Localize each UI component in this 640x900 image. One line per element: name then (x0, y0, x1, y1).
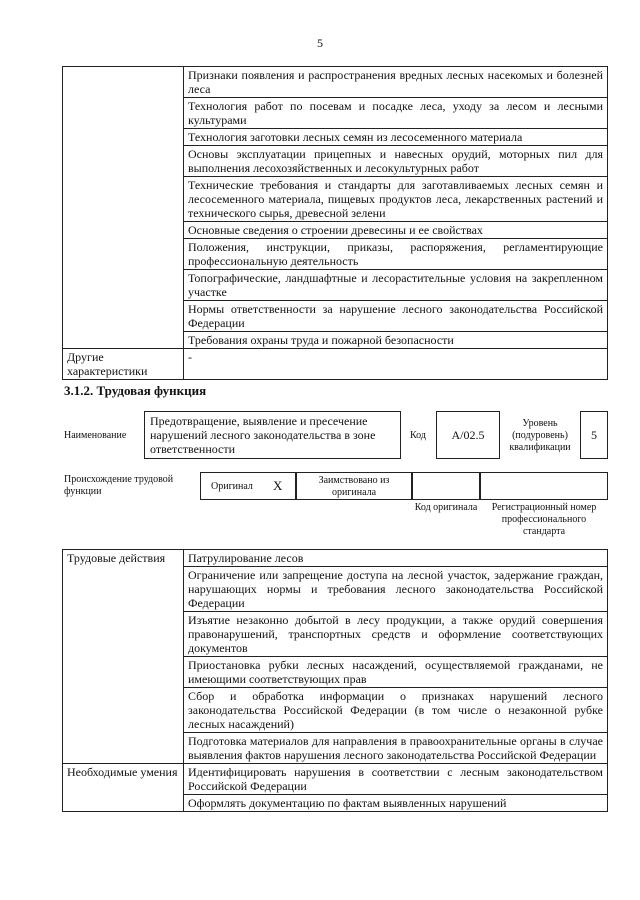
code-original-label: Код оригинала (414, 502, 478, 513)
knowledge-item: Основные сведения о строении древесины и ее свойствах (184, 222, 608, 239)
code-value: A/02.5 (451, 428, 485, 442)
skills-label: Необходимые умения (63, 764, 184, 812)
section-heading: 3.1.2. Трудовая функция (64, 383, 207, 398)
skill-item: Оформлять документацию по фактам выявленных нарушений (184, 795, 608, 812)
reg-number-label: Регистрационный номер профессионального стандарта (491, 502, 597, 537)
function-name-box (144, 411, 401, 459)
level-box (580, 411, 608, 459)
level-label: Уровень (подуровень) квалификации (509, 418, 571, 453)
actions-table (62, 549, 608, 812)
borrowed-label: Заимствовано из оригинала (318, 475, 390, 498)
knowledge-item: Положения, инструкции, приказы, распоряжения, регламентирующие профессиональную деятельность (184, 239, 608, 270)
table-row (63, 349, 608, 380)
level-value: 5 (591, 428, 597, 442)
knowledge-label-cell (63, 67, 184, 349)
table-row (63, 764, 608, 795)
action-item: Ограничение или запрещение доступа на лесной участок, задержание граждан, нарушающих нормы и требования лесного законодательства Российской Федерации (184, 567, 608, 612)
code-label: Код (410, 430, 426, 441)
action-item: Изъятие незаконно добытой в лесу продукции, а также орудий совершения правонарушений, транспортных средств и оформление соответствующих документов (184, 612, 608, 657)
table-row (63, 550, 608, 567)
original-label: Оригинал (211, 481, 253, 492)
original-box (200, 472, 296, 500)
knowledge-item: Технология работ по посевам и посадке леса, уходу за лесом и лесными культурами (184, 98, 608, 129)
actions-label: Трудовые действия (63, 550, 184, 764)
knowledge-item: Требования охраны труда и пожарной безопасности (184, 332, 608, 349)
code-original-box (412, 472, 480, 500)
function-name-value: Предотвращение, выявление и пресечение нарушений лесного законодательства в зоне ответственности (150, 414, 376, 456)
code-box (436, 411, 500, 459)
knowledge-item: Технические требования и стандарты для заготавливаемых лесных семян и лесосеменного материала, пищевых продуктов леса, лекарственных растений и технического сырья, древесной зелени (184, 177, 608, 222)
skill-item: Идентифицировать нарушения в соответствии с лесным законодательством Российской Федерации (184, 764, 608, 795)
action-item: Приостановка рубки лесных насаждений, осуществляемой гражданами, не имеющими соответствующих прав (184, 657, 608, 688)
knowledge-item: Топографические, ландшафтные и лесорастительные условия на закрепленном участке (184, 270, 608, 301)
table-row (63, 67, 608, 98)
action-item: Патрулирование лесов (184, 550, 608, 567)
knowledge-item: Основы эксплуатации прицепных и навесных орудий, моторных пил для выполнения лесохозяйственных и лесокультурных работ (184, 146, 608, 177)
origin-label: Происхождение трудовой функции (64, 474, 174, 497)
other-value: - (184, 349, 608, 380)
knowledge-item: Признаки появления и распространения вредных лесных насекомых и болезней леса (184, 67, 608, 98)
name-label: Наименование (64, 430, 127, 441)
page-number: 5 (317, 36, 323, 50)
action-item: Подготовка материалов для направления в правоохранительные органы в случае выявления фактов нарушения лесного законодательства Российской Федерации (184, 733, 608, 764)
original-mark: X (273, 478, 283, 493)
action-item: Сбор и обработка информации о признаках нарушений лесного законодательства Российской Федерации (в том числе о незаконной рубке лесных насаждений) (184, 688, 608, 733)
borrowed-box (296, 472, 412, 500)
knowledge-item: Нормы ответственности за нарушение лесного законодательства Российской Федерации (184, 301, 608, 332)
knowledge-item: Технология заготовки лесных семян из лесосеменного материала (184, 129, 608, 146)
other-label: Другие характеристики (63, 349, 184, 380)
reg-number-box (480, 472, 608, 500)
knowledge-table (62, 66, 608, 380)
